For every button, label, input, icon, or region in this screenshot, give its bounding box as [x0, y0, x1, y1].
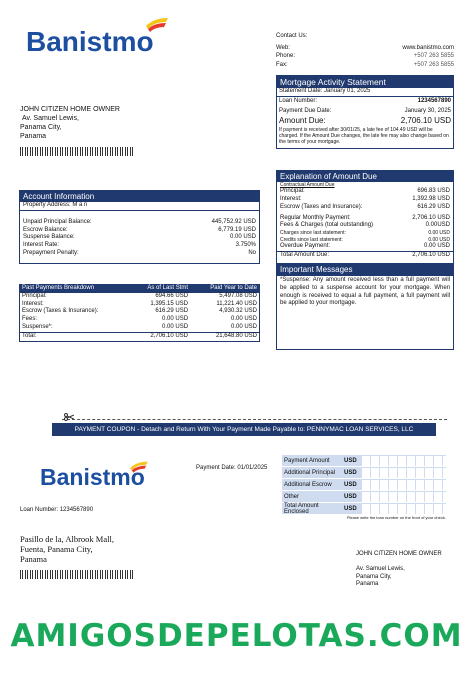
- customer-address: [20, 105, 135, 156]
- explanation-row-label: Overdue Payment:: [280, 243, 331, 250]
- breakdown-header-cell: Past Payments Breakdown: [22, 285, 95, 291]
- breakdown-cell: 0.00 USD: [162, 316, 189, 323]
- messages-title: Important Messages: [277, 264, 453, 275]
- customer-address3: Panama: [20, 133, 47, 141]
- explanation-row-value: 2,706.10 USD: [412, 214, 450, 221]
- late-fee-note: If payment is received after 30/01/25, a late fee of 104.49 USD will be charged. If the Amount Due changes, the late fee may also change based on the terms of your mortgage.: [279, 126, 449, 146]
- bank-name: Banistmo: [26, 26, 154, 57]
- phone-label: Phone:: [276, 52, 296, 59]
- property-address: Property Address: M a n: [20, 202, 259, 211]
- total-due-label: Total Amount Due:: [280, 252, 330, 259]
- coupon-field-currency: USD: [344, 481, 357, 488]
- breakdown-cell: 11,221.40 USD: [216, 300, 257, 307]
- coupon-field-currency: USD: [344, 457, 357, 464]
- amount-label: Amount Due:: [279, 116, 326, 126]
- breakdown-cell: 21,648.80 USD: [215, 332, 257, 339]
- coupon-customer: [356, 551, 442, 589]
- breakdown-row: [20, 301, 259, 309]
- bank-logo: [26, 16, 171, 56]
- contact-block: [276, 33, 454, 70]
- coupon-field-label: Total Amount Enclosed: [284, 502, 319, 515]
- breakdown-header-cell: Paid Year to Date: [210, 285, 257, 291]
- total-due-value: 2,706.10 USD: [412, 252, 450, 259]
- amount-value: 2,706.10 USD: [400, 116, 451, 126]
- breakdown-cell: 0.00 USD: [230, 323, 257, 330]
- watermark: AMIGOSDEPELOTAS.COM: [10, 618, 463, 654]
- explanation-title: Explanation of Amount Due: [277, 171, 453, 182]
- breakdown-table: [20, 285, 259, 341]
- loan-label: Loan Number:: [279, 97, 318, 104]
- bank-address1: Pasillo de la, Albrook Mall,: [20, 534, 114, 544]
- explanation-box: [276, 170, 454, 276]
- account-row-label: Prepayment Penalty:: [23, 249, 79, 256]
- breakdown-cell: 1,395.15 USD: [150, 300, 189, 307]
- explanation-row-value: 0.00 USD: [428, 230, 450, 237]
- explanation-row-value: 696.83 USD: [417, 188, 450, 195]
- account-row: [23, 250, 256, 258]
- breakdown-cell: 0.00 USD: [230, 316, 257, 323]
- account-row-value: 6,779.19 USD: [218, 226, 256, 233]
- postal-barcode: [20, 147, 135, 156]
- web-value[interactable]: www.banistmo.com: [402, 44, 454, 51]
- coupon-field-row: [282, 491, 446, 503]
- breakdown-row: [20, 324, 259, 332]
- coupon-amount-input[interactable]: [362, 504, 446, 514]
- explanation-row: [280, 222, 450, 230]
- detach-line: [62, 419, 447, 420]
- coupon-fields: [282, 455, 446, 520]
- coupon-field-row: [282, 455, 446, 467]
- breakdown-header: [20, 285, 259, 293]
- explanation-row-label: Charges since last statement:: [280, 230, 346, 237]
- account-rows: [20, 211, 259, 258]
- account-row: [23, 227, 256, 235]
- customer-address1: Av. Samuel Lewis,: [22, 115, 79, 123]
- breakdown-cell: 5,497.08 USD: [219, 292, 257, 299]
- account-row-value: 445,752.92 USD: [211, 218, 256, 225]
- coupon-customer-addr3: Panama: [356, 581, 379, 588]
- messages-box: [276, 263, 454, 350]
- breakdown-cell: 4,930.32 USD: [219, 308, 257, 315]
- explanation-row-label: Credits since last statement:: [280, 236, 343, 243]
- breakdown-cell: Interest:: [22, 300, 44, 307]
- explanation-row-label: Interest:: [280, 196, 302, 203]
- breakdown-cell: 0.00 USD: [162, 323, 189, 330]
- explanation-row-label: Principal:: [280, 188, 305, 195]
- breakdown-cell: Fees:: [22, 316, 38, 323]
- coupon-amount-input[interactable]: [362, 468, 446, 478]
- coupon-field-label: Payment Amount: [284, 457, 330, 464]
- coupon-field-row: [282, 479, 446, 491]
- bank-address2: Fuenta, Panama City,: [20, 543, 93, 554]
- explanation-row: [280, 243, 450, 251]
- coupon-field-label: Additional Principal: [284, 469, 336, 476]
- breakdown-header-cell: As of Last Stmt: [147, 285, 189, 291]
- breakdown-row: [20, 308, 259, 316]
- messages-body: *Suspense: Any amount received less than a full payment will be applied to a suspense account for your mortgage. When enough is received to equal a full payment, a full payment will be applied to your mortgage.: [280, 277, 450, 307]
- account-row-value: 0.00 USD: [229, 234, 256, 241]
- scissors-icon: [64, 413, 74, 421]
- activity-box: [276, 75, 454, 149]
- explanation-row: [280, 196, 450, 204]
- coupon-field-row: [282, 467, 446, 479]
- account-row-label: Interest Rate:: [23, 242, 60, 249]
- account-title: Account Information: [20, 191, 259, 202]
- coupon-field-label: Additional Escrow: [284, 481, 332, 488]
- activity-title: Mortgage Activity Statement: [277, 76, 453, 88]
- coupon-field-currency: USD: [344, 505, 357, 512]
- coupon-banner: [52, 423, 436, 436]
- coupon-barcode: [20, 570, 135, 579]
- coupon-amount-input[interactable]: [362, 456, 446, 466]
- phone-value: +507 263 5855: [413, 52, 454, 59]
- breakdown-row: [20, 332, 259, 340]
- explanation-row-label: Regular Monthly Payment:: [280, 214, 351, 221]
- due-date: January 30, 2025: [404, 107, 451, 114]
- fax-value: +507 263 5855: [413, 62, 454, 69]
- coupon-footnote: Please write the loan number on the front of your check.: [346, 515, 446, 520]
- coupon-field-currency: USD: [344, 469, 357, 476]
- coupon-rows: [282, 455, 446, 515]
- coupon-field-row: [282, 503, 446, 515]
- breakdown-row: [20, 316, 259, 324]
- explanation-row-value: 0.00 USD: [428, 236, 450, 243]
- breakdown-cell: Principal:: [22, 292, 47, 299]
- explanation-row-value: 0.00USD: [425, 222, 450, 229]
- breakdown-cell: Suspense*:: [22, 323, 53, 330]
- bank-address: [20, 535, 135, 579]
- explanation-row: [280, 204, 450, 212]
- breakdown-cell: 694.66 USD: [155, 292, 189, 299]
- coupon-amount-input[interactable]: [362, 480, 446, 490]
- coupon-banner-text: PAYMENT COUPON - Detach and Return With Your Payment Made Payable to: PENNYMAC LOAN SERVICES, LLC: [74, 426, 414, 433]
- coupon-logo: [40, 460, 150, 492]
- account-row: [23, 242, 256, 250]
- coupon-loan-number: Loan Number: 1234567890: [20, 507, 94, 513]
- coupon-field-currency: USD: [344, 493, 357, 500]
- explanation-rows: [277, 188, 453, 251]
- explanation-subtitle: Contractual Amount Due: [280, 182, 335, 188]
- coupon-customer-name: JOHN CITIZEN HOME OWNER: [356, 551, 442, 557]
- web-label: Web:: [276, 44, 290, 51]
- breakdown-box: [19, 284, 260, 342]
- coupon-bank-name: Banistmo: [40, 464, 145, 490]
- account-row-label: Escrow Balance:: [23, 226, 68, 233]
- fax-label: Fax:: [276, 62, 288, 69]
- account-row-value: No: [248, 249, 256, 256]
- breakdown-cell: Escrow (Taxes & Insurance):: [22, 308, 99, 315]
- explanation-row: [280, 215, 450, 223]
- coupon-field-label: Other: [284, 493, 300, 500]
- explanation-row: [280, 188, 450, 196]
- coupon-payment-date: Payment Date: 01/01/2025: [196, 465, 268, 471]
- breakdown-cell: 616.29 USD: [155, 308, 189, 315]
- coupon-customer-addr1: Av. Samuel Lewis,: [356, 565, 405, 572]
- customer-name: JOHN CITIZEN HOME OWNER: [20, 106, 120, 113]
- account-row: [23, 219, 256, 227]
- explanation-row-label: Fees & Charges (total outstanding): [280, 222, 374, 229]
- explanation-row-value: 616.29 USD: [417, 203, 450, 210]
- explanation-row-value: 0.00 USD: [423, 243, 450, 250]
- loan-number: 1234567890: [417, 97, 451, 104]
- contact-title: Contact Us:: [276, 33, 308, 39]
- account-row-label: Suspense Balance:: [23, 234, 75, 241]
- statement-date: Statement Date: January 01, 2025: [277, 88, 453, 97]
- breakdown-row: [20, 293, 259, 301]
- account-row: [23, 234, 256, 242]
- explanation-row-label: Escrow (Taxes and Insurance):: [280, 203, 363, 210]
- coupon-amount-input[interactable]: [362, 492, 446, 502]
- account-row-value: 3.750%: [235, 242, 256, 249]
- bank-address3: Panama: [20, 553, 47, 564]
- account-row-label: Unpaid Principal Balance:: [23, 218, 92, 225]
- customer-address2: Panama City,: [20, 124, 62, 132]
- account-box: [19, 190, 260, 264]
- due-label: Payment Due Date:: [279, 107, 332, 114]
- breakdown-cell: Total:: [22, 332, 37, 339]
- explanation-row-value: 1,392.98 USD: [412, 196, 450, 203]
- breakdown-cell: 2,706.10 USD: [150, 332, 189, 339]
- coupon-customer-addr2: Panama City,: [356, 573, 392, 580]
